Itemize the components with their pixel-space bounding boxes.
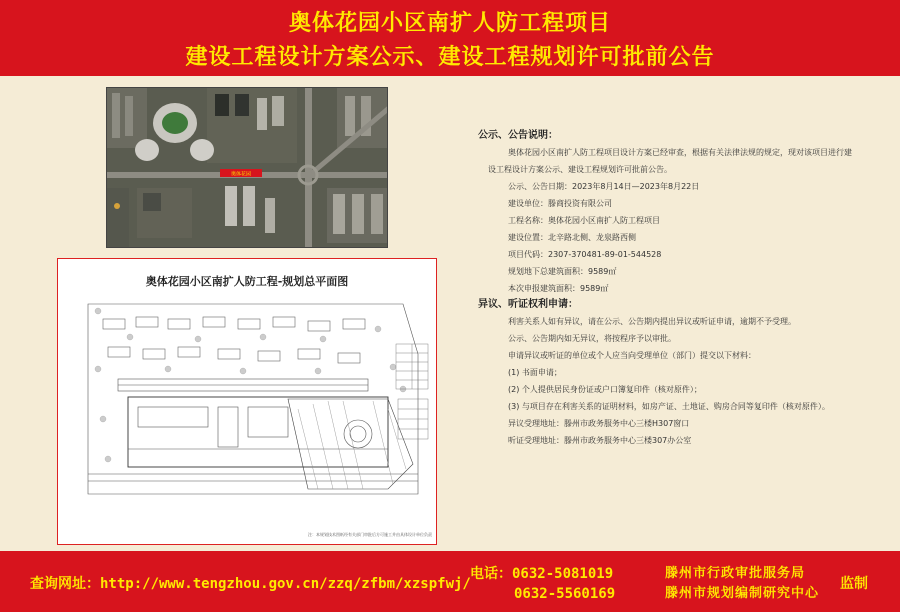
tel-1: 0632-5081019 [512,566,614,582]
notice-p2: 公示、公告期内如无异议，将按程序予以审批。 [508,334,676,343]
plan-note: 注：本规划技术图纸经有关部门审批后方可施工并由具体设计单位负责 [308,532,432,537]
notice-intro: 奥体花园小区南扩人防工程项目设计方案已经审查，根据有关法律法规的规定，现对该项目进行建设工程设计方案公示、建设工程规划许可批前公告。 [488,148,852,174]
notice-location: 建设位置：北辛路北侧、龙泉路西侧 [508,233,636,242]
notice-total-area: 规划地下总建筑面积：9589㎡ [508,267,617,276]
satellite-image [106,87,388,248]
notice-date: 公示、公告日期：2023年8月14日—2023年8月22日 [508,182,700,191]
notice-project: 工程名称：奥体花园小区南扩人防工程项目 [508,216,660,225]
title-line-1: 奥体花园小区南扩人防工程项目 [288,11,611,36]
supervise-label: 监制 [840,576,868,592]
header-banner [0,0,900,76]
notice-p1: 利害关系人如有异议，请在公示、公告期内提出异议或听证申请，逾期不予受理。 [508,317,796,326]
notice-this-area: 本次申报建筑面积：9589㎡ [508,284,609,293]
plan-title: 奥体花园小区南扩人防工程-规划总平面图 [145,275,349,288]
section2-heading: 异议、听证权利申请： [478,299,578,310]
hearing-address: 听证受理地址：滕州市政务服务中心三楼307办公室 [508,436,692,445]
objection-address: 异议受理地址：滕州市政务服务中心三楼H307窗口 [508,419,690,428]
material-2: (2) 个人提供居民身份证或户口簿复印件（核对原件）； [508,385,702,394]
footer-banner [0,551,900,612]
org-1: 滕州市行政审批服务局 [665,566,806,581]
url-label: 查询网址： [30,576,100,592]
notice-p3: 申请异议或听证的单位或个人应当向受理单位（部门）提交以下材料： [508,351,756,360]
query-url [30,573,471,593]
notice-unit: 建设单位：滕商投资有限公司 [508,199,612,208]
org-2: 滕州市规划编制研究中心 [665,586,820,601]
phone-numbers [470,564,615,604]
notice-text [478,128,858,449]
url-link[interactable]: http://www.tengzhou.gov.cn/zzq/zfbm/xzspfwj/ [100,576,471,592]
site-plan-panel [57,258,437,545]
material-3: (3) 与项目存在利害关系的证明材料，如房产证、土地证、购房合同等复印件（核对原件）。 [508,402,830,411]
tel-label: 电话： [470,566,512,582]
title-line-2: 建设工程设计方案公示、建设工程规划许可批前公告 [185,45,715,70]
notice-code: 项目代码：2307-370481-89-01-544528 [508,250,662,259]
tel-2: 0632-5560169 [514,586,616,602]
section1-heading: 公示、公告说明： [478,130,558,141]
organizations [665,564,819,604]
satellite-road-sign: 奥体花园 [230,171,252,178]
material-1: (1) 书面申请； [508,368,562,377]
